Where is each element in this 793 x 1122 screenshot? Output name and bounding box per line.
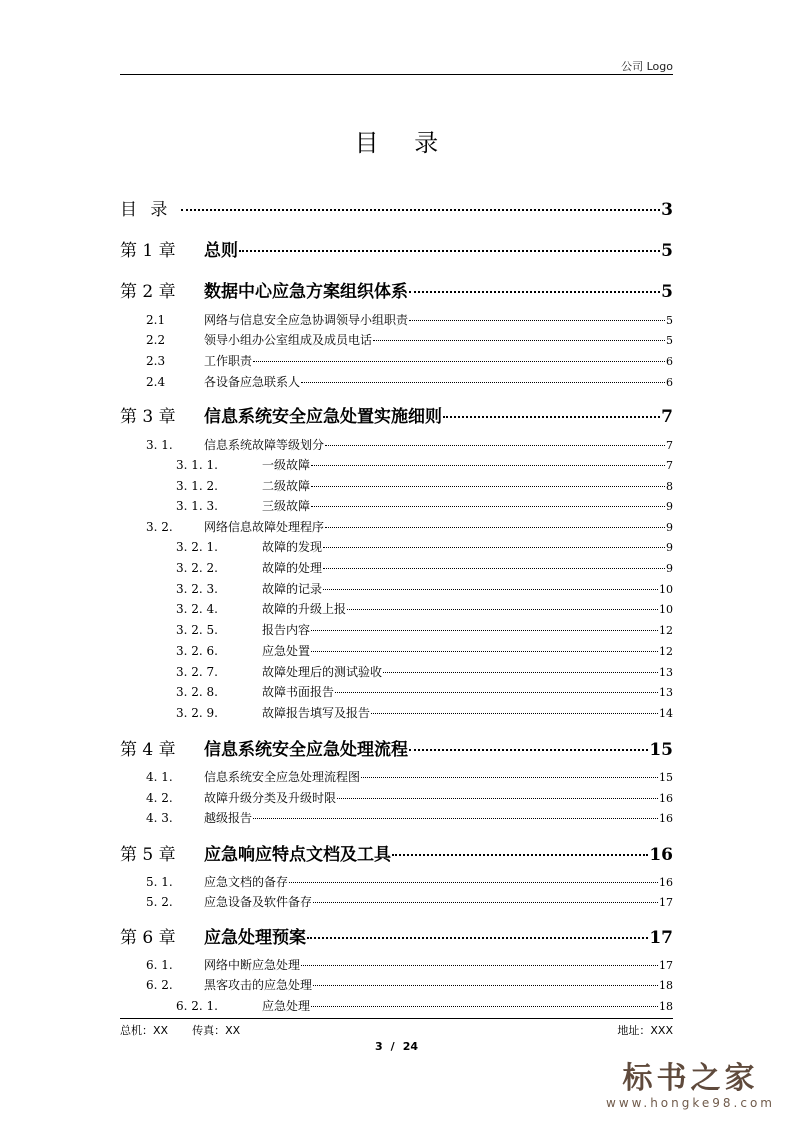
page-number-current: 3 bbox=[375, 1040, 383, 1053]
toc-entry-label: 故障的记录 bbox=[262, 582, 323, 596]
toc-entry[interactable] bbox=[120, 373, 673, 390]
toc-entry-number: 3. 2. 4. bbox=[176, 602, 218, 616]
toc-entry-leader bbox=[409, 290, 660, 293]
toc-entry-number: 2.1 bbox=[146, 313, 166, 327]
toc-entry-number: 4. 1. bbox=[146, 770, 173, 784]
toc-entry-number: 2.3 bbox=[146, 354, 166, 368]
toc-entry-number: 第 1 章 bbox=[120, 241, 176, 261]
toc-entry-number: 6. 1. bbox=[146, 958, 173, 972]
toc-entry[interactable] bbox=[120, 331, 673, 348]
toc-entry-leader bbox=[337, 797, 658, 799]
toc-entry-leader bbox=[325, 444, 665, 446]
toc-entry-page: 16 bbox=[649, 845, 673, 865]
toc-entry-label: 网络与信息安全应急协调领导小组职责 bbox=[204, 313, 409, 327]
toc-entry-label: 领导小组办公室组成及成员电话 bbox=[204, 333, 373, 347]
toc-entry-page: 16 bbox=[659, 792, 673, 805]
toc-entry-page: 13 bbox=[659, 666, 673, 679]
toc-entry-label: 故障的升级上报 bbox=[262, 602, 347, 616]
footer-fax: 传真：XX bbox=[192, 1024, 241, 1037]
header-logo-text: 公司 Logo bbox=[621, 60, 673, 73]
toc-entry-page: 8 bbox=[666, 480, 673, 493]
toc-entry-label: 各设备应急联系人 bbox=[204, 375, 301, 389]
toc-entry-number: 3. 2. 9. bbox=[176, 706, 218, 720]
toc-entry[interactable] bbox=[120, 621, 673, 638]
toc-entry[interactable] bbox=[120, 236, 673, 261]
toc-entry-number: 第 2 章 bbox=[120, 282, 176, 302]
toc-entry-page: 13 bbox=[659, 686, 673, 699]
toc-entry-number: 3. 2. 5. bbox=[176, 623, 218, 637]
toc-entry-page: 14 bbox=[659, 707, 673, 720]
toc-entry[interactable] bbox=[120, 518, 673, 535]
toc-entry-number: 第 4 章 bbox=[120, 740, 176, 760]
toc-entry-page: 10 bbox=[659, 583, 673, 596]
toc-entry[interactable] bbox=[120, 352, 673, 369]
toc-entry-number: 3. 2. 7. bbox=[176, 665, 218, 679]
toc-entry-page: 7 bbox=[666, 439, 673, 452]
toc-entry-leader bbox=[335, 691, 658, 693]
toc-entry-label: 故障书面报告 bbox=[262, 685, 335, 699]
toc-entry-number: 3. 2. bbox=[146, 520, 173, 534]
toc-entry[interactable] bbox=[120, 456, 673, 473]
toc-entry-label: 信息系统安全应急处理流程图 bbox=[204, 770, 361, 784]
toc-entry[interactable] bbox=[120, 580, 673, 597]
toc-entry-label: 信息系统安全应急处置实施细则 bbox=[204, 407, 442, 427]
toc-entry-page: 15 bbox=[659, 771, 673, 784]
page-number-separator: / bbox=[390, 1040, 395, 1053]
toc-entry-label: 二级故障 bbox=[262, 479, 311, 493]
toc-entry-label: 故障报告填写及报告 bbox=[262, 706, 371, 720]
toc-entry-number: 2.4 bbox=[146, 375, 166, 389]
toc-entry-leader bbox=[311, 1005, 658, 1007]
toc-entry-page: 7 bbox=[661, 407, 673, 427]
toc-entry-leader bbox=[313, 984, 658, 986]
toc-entry-leader bbox=[253, 360, 665, 362]
toc-entry[interactable] bbox=[120, 436, 673, 453]
toc-entry[interactable] bbox=[120, 402, 673, 427]
toc-entry-page: 5 bbox=[666, 314, 673, 327]
toc-entry[interactable] bbox=[120, 976, 673, 993]
toc-entry-page: 17 bbox=[659, 959, 673, 972]
toc-entry-number: 6. 2. 1. bbox=[176, 999, 218, 1013]
toc-entry[interactable] bbox=[120, 559, 673, 576]
toc-entry[interactable] bbox=[120, 840, 673, 865]
toc-entry[interactable] bbox=[120, 997, 673, 1014]
toc-entry-leader bbox=[311, 464, 665, 466]
toc-entry-page: 18 bbox=[659, 1000, 673, 1013]
toc-entry-leader bbox=[289, 881, 658, 883]
toc-entry-page: 9 bbox=[666, 541, 673, 554]
toc-entry[interactable] bbox=[120, 683, 673, 700]
toc-entry-number: 3. 2. 2. bbox=[176, 561, 218, 575]
toc-entry-label: 应急处理预案 bbox=[204, 928, 306, 948]
page-number bbox=[0, 1040, 793, 1053]
toc-entry-leader bbox=[325, 526, 665, 528]
toc-entry-number: 4. 2. bbox=[146, 791, 173, 805]
toc-entry-leader bbox=[409, 748, 648, 751]
toc-entry-leader bbox=[301, 964, 658, 966]
toc-entry-page: 7 bbox=[666, 459, 673, 472]
toc-entry[interactable] bbox=[120, 642, 673, 659]
toc-entry-label: 报告内容 bbox=[262, 623, 311, 637]
toc-entry-label: 故障升级分类及升级时限 bbox=[204, 791, 337, 805]
toc-entry-leader bbox=[307, 936, 648, 939]
toc-entry-page: 18 bbox=[659, 979, 673, 992]
toc-entry-page: 16 bbox=[659, 812, 673, 825]
toc-entry-page: 17 bbox=[649, 928, 673, 948]
toc-entry-number: 第 3 章 bbox=[120, 407, 176, 427]
toc-entry-label: 工作职责 bbox=[204, 354, 253, 368]
toc-entry[interactable] bbox=[120, 893, 673, 910]
toc-entry-label: 数据中心应急方案组织体系 bbox=[204, 282, 408, 302]
toc-entry-label: 三级故障 bbox=[262, 499, 311, 513]
toc-entry-label: 黑客攻击的应急处理 bbox=[204, 978, 313, 992]
toc-entry[interactable] bbox=[120, 789, 673, 806]
toc-entry-page: 9 bbox=[666, 521, 673, 534]
toc-entry[interactable] bbox=[120, 809, 673, 826]
toc-entry-number: 3. 2. 3. bbox=[176, 582, 218, 596]
toc-entry-leader bbox=[383, 671, 658, 673]
toc-entry-leader bbox=[361, 776, 658, 778]
toc-entry-leader bbox=[392, 853, 648, 856]
toc-entry-leader bbox=[253, 817, 658, 819]
page-number-total: 24 bbox=[402, 1040, 418, 1053]
toc-entry-leader bbox=[323, 588, 658, 590]
toc-entry-page: 9 bbox=[666, 500, 673, 513]
toc-entry-number: 3. 2. 1. bbox=[176, 540, 218, 554]
toc-entry-number: 第 6 章 bbox=[120, 928, 176, 948]
toc-entry-leader bbox=[311, 485, 665, 487]
page-title: 目 录 bbox=[354, 129, 453, 157]
toc-entry[interactable] bbox=[120, 956, 673, 973]
toc-entry-number: 5. 2. bbox=[146, 895, 173, 909]
toc-entry-leader bbox=[311, 629, 658, 631]
toc-entry-number: 3. 2. 8. bbox=[176, 685, 218, 699]
toc-entry-leader bbox=[443, 415, 660, 418]
toc-entry[interactable] bbox=[120, 600, 673, 617]
toc-entry[interactable] bbox=[120, 923, 673, 948]
toc-entry[interactable] bbox=[120, 663, 673, 680]
toc-entry-page: 9 bbox=[666, 562, 673, 575]
toc-entry-leader bbox=[239, 249, 660, 252]
toc-entry-label: 应急处理 bbox=[262, 999, 311, 1013]
toc-entry-leader bbox=[347, 608, 658, 610]
watermark-url: www.hongke98.com bbox=[606, 1096, 775, 1110]
toc-entry-page: 15 bbox=[649, 740, 673, 760]
toc-entry-label: 应急文档的备存 bbox=[204, 875, 289, 889]
toc-entry-page: 5 bbox=[661, 241, 673, 261]
toc-entry[interactable] bbox=[120, 311, 673, 328]
toc-entry[interactable] bbox=[120, 497, 673, 514]
toc-entry[interactable] bbox=[120, 704, 673, 721]
toc-entry-leader bbox=[313, 901, 658, 903]
toc-entry-leader bbox=[181, 208, 660, 211]
watermark-logo bbox=[606, 1062, 775, 1110]
toc-entry-page: 6 bbox=[666, 376, 673, 389]
toc-entry-number: 3. 1. 3. bbox=[176, 499, 218, 513]
toc-entry-label: 总则 bbox=[204, 241, 238, 261]
toc-entry[interactable] bbox=[120, 538, 673, 555]
toc-entry-number: 6. 2. bbox=[146, 978, 173, 992]
toc-entry-label: 网络信息故障处理程序 bbox=[204, 520, 325, 534]
toc-entry-number: 4. 3. bbox=[146, 811, 173, 825]
footer-divider bbox=[120, 1018, 673, 1019]
toc-entry-leader bbox=[311, 650, 658, 652]
toc-entry-page: 10 bbox=[659, 603, 673, 616]
watermark-name: 标书之家 bbox=[622, 1061, 759, 1096]
toc-entry-page: 5 bbox=[666, 334, 673, 347]
toc-entry-number: 第 5 章 bbox=[120, 845, 176, 865]
header-divider bbox=[120, 74, 673, 75]
toc-entry-page: 12 bbox=[659, 645, 673, 658]
toc-entry-label: 应急处置 bbox=[262, 644, 311, 658]
toc-entry-label: 应急设备及软件备存 bbox=[204, 895, 313, 909]
toc-entry[interactable] bbox=[120, 477, 673, 494]
toc-entry-page: 12 bbox=[659, 624, 673, 637]
toc-entry-label: 应急响应特点文档及工具 bbox=[204, 845, 391, 865]
toc-entry[interactable] bbox=[120, 277, 673, 302]
toc-entry-leader bbox=[323, 567, 665, 569]
toc-entry-page: 16 bbox=[659, 876, 673, 889]
toc-entry-label: 故障的发现 bbox=[262, 540, 323, 554]
toc-entry-number: 3. 1. 2. bbox=[176, 479, 218, 493]
footer-switchboard: 总机：XX bbox=[120, 1024, 169, 1037]
toc-entry[interactable] bbox=[120, 195, 673, 220]
toc-entry-page: 17 bbox=[659, 896, 673, 909]
toc-entry-leader bbox=[323, 546, 665, 548]
toc-entry-leader bbox=[371, 712, 658, 714]
toc-entry-number: 5. 1. bbox=[146, 875, 173, 889]
toc-entry-number: 目 录 bbox=[120, 200, 172, 220]
toc-entry-number: 3. 2. 6. bbox=[176, 644, 218, 658]
toc-entry-label: 一级故障 bbox=[262, 458, 311, 472]
toc-entry-number: 3. 1. bbox=[146, 438, 173, 452]
toc-entry-label: 信息系统故障等级划分 bbox=[204, 438, 325, 452]
toc-entry-leader bbox=[373, 339, 665, 341]
toc-entry[interactable] bbox=[120, 735, 673, 760]
toc-entry-label: 网络中断应急处理 bbox=[204, 958, 301, 972]
toc-entry-page: 6 bbox=[666, 355, 673, 368]
toc-entry-leader bbox=[301, 381, 665, 383]
footer-address: 地址：XXX bbox=[617, 1024, 673, 1037]
toc-entry-page: 3 bbox=[661, 200, 673, 220]
toc-entry-label: 信息系统安全应急处理流程 bbox=[204, 740, 408, 760]
toc-entry[interactable] bbox=[120, 768, 673, 785]
toc-entry[interactable] bbox=[120, 873, 673, 890]
toc-entry-label: 故障处理后的测试验收 bbox=[262, 665, 383, 679]
toc-entry-label: 越级报告 bbox=[204, 811, 253, 825]
toc-entry-label: 故障的处理 bbox=[262, 561, 323, 575]
toc-entry-leader bbox=[311, 505, 665, 507]
toc-entry-page: 5 bbox=[661, 282, 673, 302]
toc-entry-leader bbox=[409, 319, 665, 321]
toc-entry-number: 2.2 bbox=[146, 333, 166, 347]
toc-entry-number: 3. 1. 1. bbox=[176, 458, 218, 472]
